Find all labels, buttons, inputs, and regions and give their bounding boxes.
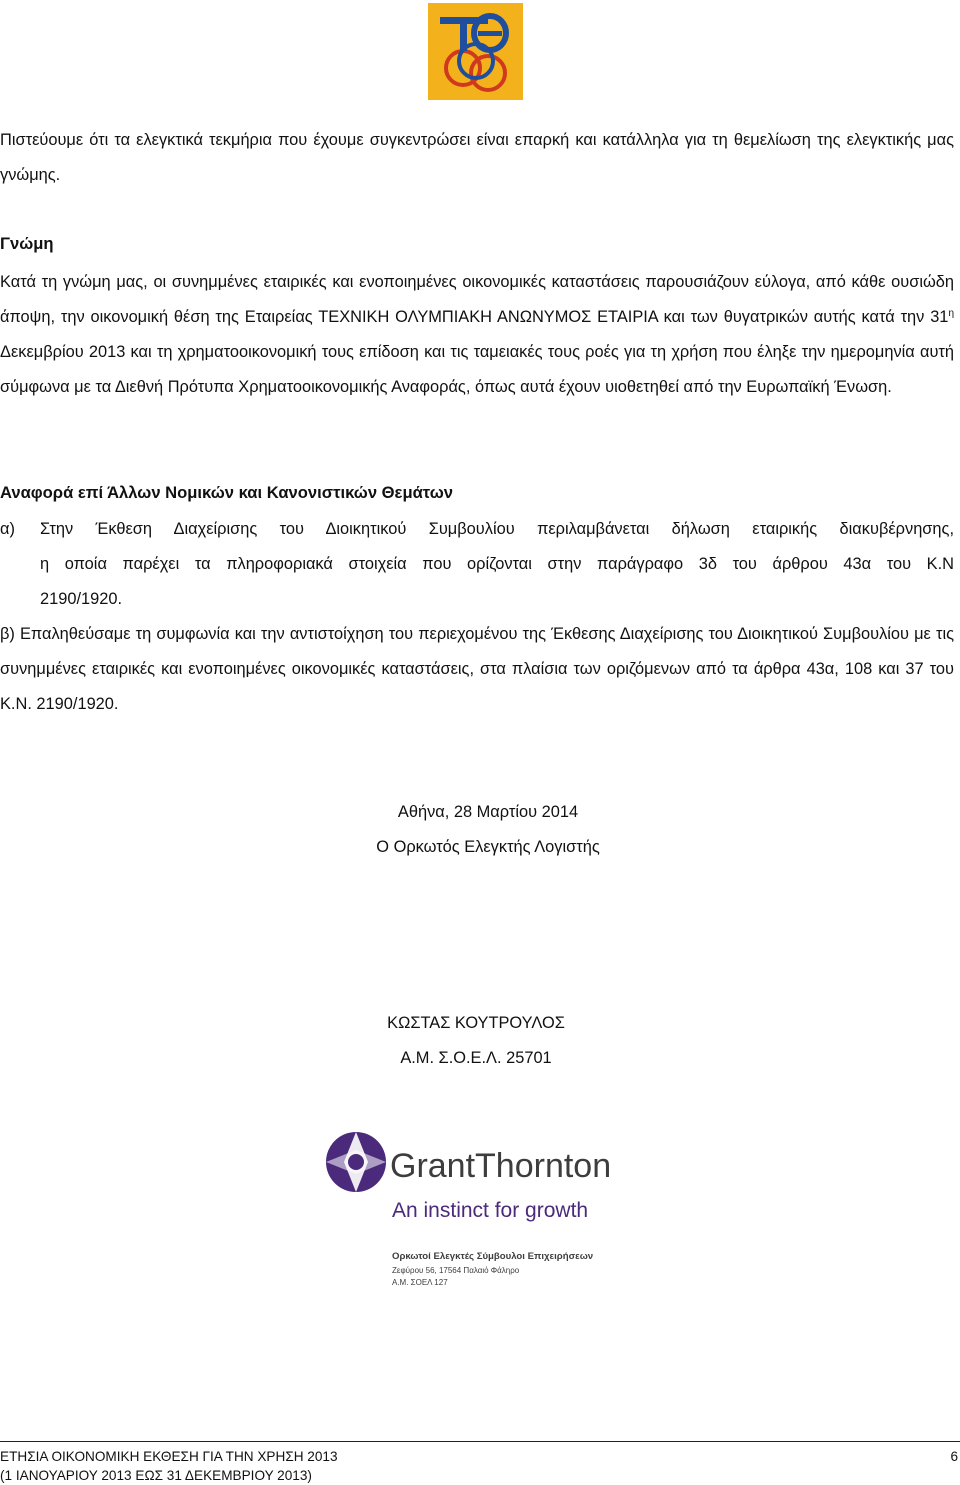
item-a-line-3: 2190/1920. [40,590,123,608]
item-a-line-2: η οποία παρέχει τα πληροφοριακά στοιχεία που ορίζονται στην παράγραφο 3δ του άρθρου 43α του Κ.Ν [40,555,954,573]
opinion-superscript: η [948,308,954,319]
opinion-text-before: Κατά τη γνώμη μας, οι συνημμένες εταιρικές και ενοποιημένες οικονομικές καταστάσεις παρουσιάζουν εύλογα, από κάθε ουσιώδη άποψη, την οικονομική θέση της Εταιρείας ΤΕΧΝΙΚΗ ΟΛΥΜΠΙΑΚΗ ΑΝΩΝΥΜΟΣ ΕΤΑΙΡΙΑ και των θυγατρικών αυτής κατά την 31 [0,273,954,326]
company-logo [428,3,523,100]
opinion-text-after: Δεκεμβρίου 2013 και τη χρηματοοικονομική τους επίδοση και τις ταμειακές τους ροές για τη χρήση που έληξε την ημερομηνία αυτή σύμφωνα με τα Διεθνή Πρότυπα Χρηματοοικονομικής Αναφοράς, όπως αυτά έχουν υιοθετηθεί από την Ευρωπαϊκή Ένωση. [0,343,954,396]
other-matters-heading: Αναφορά επί Άλλων Νομικών και Κανονιστικών Θεμάτων [0,483,453,502]
footer-title-line-1: ΕΤΗΣΙΑ ΟΙΚΟΝΟΜΙΚΗ ΕΚΘΕΣΗ ΓΙΑ ΤΗΝ ΧΡΗΣΗ 2013 [0,1449,338,1464]
stamp-line-1: Ορκωτοί Ελεγκτές Σύμβουλοι Επιχειρήσεων [392,1251,594,1262]
page-number: 6 [950,1449,958,1464]
auditor-role: Ο Ορκωτός Ελεγκτής Λογιστής [376,838,600,856]
place-date: Αθήνα, 28 Μαρτίου 2014 [397,803,579,821]
footer-title-line-2: (1 ΙΑΝΟΥΑΡΙΟΥ 2013 ΕΩΣ 31 ΔΕΚΕΜΒΡΙΟΥ 2013) [0,1468,312,1483]
brand-name: GrantThornton [390,1147,612,1185]
stamp-line-3: Α.Μ. ΣΟΕΛ 127 [392,1278,448,1287]
auditor-registration: Α.Μ. Σ.Ο.Ε.Λ. 25701 [400,1049,552,1067]
intro-paragraph: Πιστεύουμε ότι τα ελεγκτικά τεκμήρια που έχουμε συγκεντρώσει είναι επαρκή και κατάλληλα για τη θεμελίωση της ελεγκτικής μας γνώμης. [0,131,954,184]
brand-tagline: An instinct for growth [392,1199,589,1222]
auditor-firm-logo [308,1115,643,1300]
item-b-paragraph: β) Επαληθεύσαμε τη συμφωνία και την αντιστοίχηση του περιεχομένου της Έκθεσης Διαχείρισης του Διοικητικού Συμβουλίου με τις συνημμένες εταιρικές και ενοποιημένες οικονομικές καταστάσεις, στα πλαίσια των οριζόμενων από τα άρθρα 43α, 108 και 37 του Κ.Ν. 2190/1920. [0,625,954,713]
footer-divider [0,1441,960,1442]
auditor-firm-logo-graphic [308,1115,643,1300]
item-a-line-1: Στην Έκθεση Διαχείρισης του Διοικητικού Συμβουλίου περιλαμβάνεται δήλωση εταιρικής διακυβέρνησης, [40,520,954,538]
opinion-heading: Γνώμη [0,234,54,253]
auditor-name: ΚΩΣΤΑΣ ΚΟΥΤΡΟΥΛΟΣ [387,1014,565,1032]
opinion-paragraph [0,265,954,405]
item-a-marker: α) [0,520,15,538]
stamp-line-2: Ζεφύρου 56, 17564 Παλαιό Φάληρο [392,1266,520,1275]
